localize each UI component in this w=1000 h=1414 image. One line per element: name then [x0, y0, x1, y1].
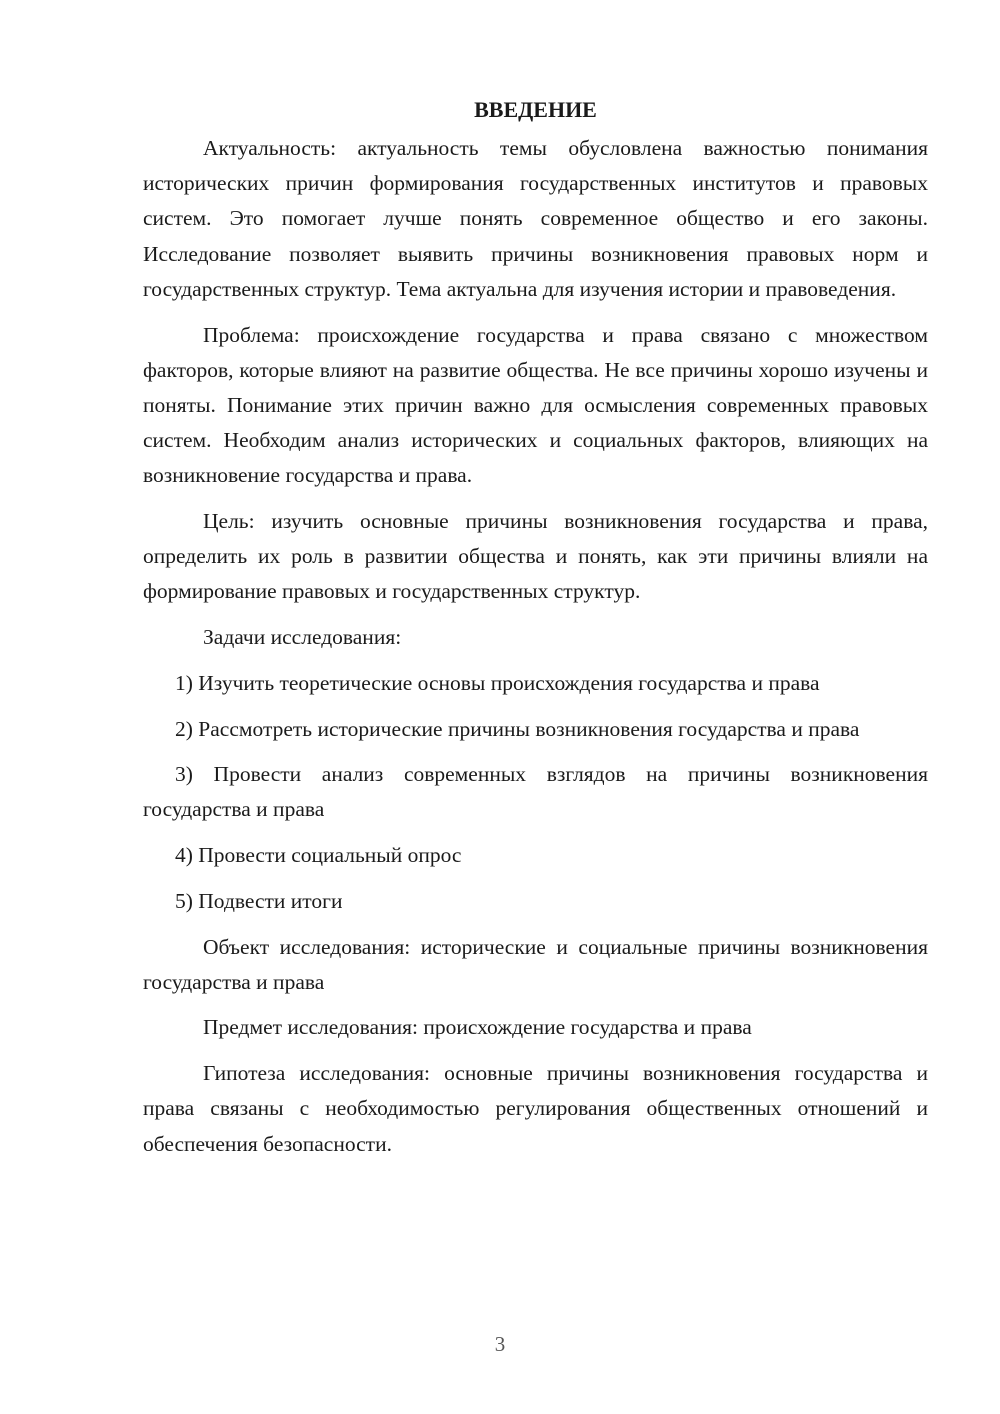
paragraph-subject: Предмет исследования: происхождение государства и права	[203, 1015, 752, 1040]
paragraph-hypothesis: Гипотеза исследования: основные причины возникновения государства и права связаны с необходимостью регулирования общественных отношений и обеспечения безопасности.	[143, 1061, 928, 1156]
paragraph-problem: Проблема: происхождение государства и права связано с множеством факторов, которые влияют на развитие общества. Не все причины хорошо изучены и поняты. Понимание этих причин важно для осмысления современных правовых систем. Необходим анализ исторических и социальных факторов, влияющих на возникновение государства и права.	[143, 322, 928, 488]
task-item-4: 4) Провести социальный опрос	[175, 843, 462, 868]
page-number: 3	[494, 1332, 506, 1356]
paragraph-goal: Цель: изучить основные причины возникновения государства и права, определить их роль в развитии общества и понять, как эти причины влияли на формирование правовых и государственных структур.	[143, 509, 928, 604]
task-item-2: 2) Рассмотреть исторические причины возникновения государства и права	[175, 716, 860, 741]
document-page	[143, 92, 928, 1172]
task-item-3: 3) Провести анализ современных взглядов на причины возникновения государства и права	[143, 762, 928, 822]
task-item-5: 5) Подвести итоги	[175, 888, 343, 913]
task-item-1: 1) Изучить теоретические основы происхождения государства и права	[175, 670, 820, 695]
paragraph-relevance: Актуальность: актуальность темы обусловлена важностью понимания исторических причин формирования государственных институтов и правовых систем. Это помогает лучше понять современное общество и его законы. Исследование позволяет выявить причины возникновения правовых норм и государственных структур. Тема актуальна для изучения истории и правоведения.	[143, 136, 928, 301]
tasks-heading: Задачи исследования:	[203, 625, 402, 650]
paragraph-object: Объект исследования: исторические и социальные причины возникновения государства и права	[143, 934, 928, 994]
section-title: ВВЕДЕНИЕ	[474, 97, 597, 122]
